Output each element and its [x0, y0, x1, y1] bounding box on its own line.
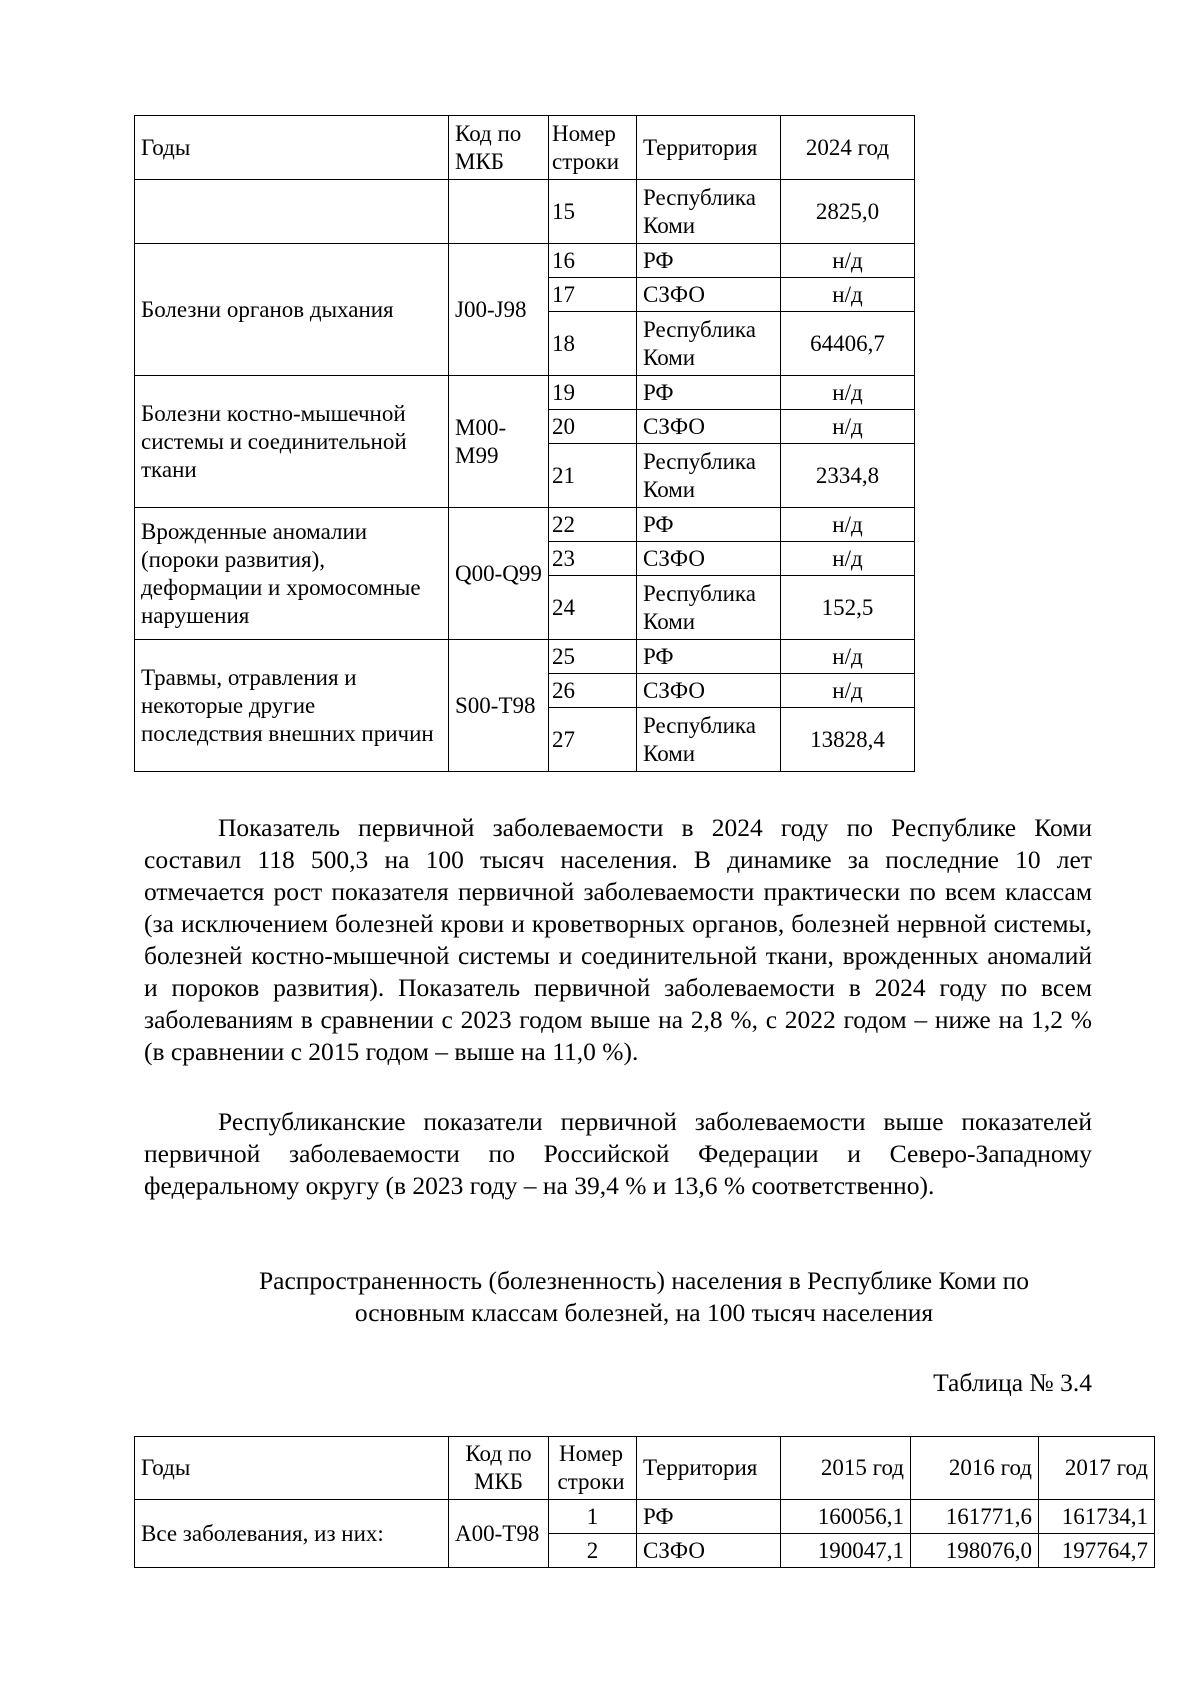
territory: РФ: [637, 640, 781, 674]
paragraph-republic-comparison: Республиканские показатели первичной заболеваемости выше показателей первичной заболеваемости по Российской Федерации и Северо-Западному федеральному округу (в 2023 году – на 39,4 % и 13,6 % соответственно).: [144, 1107, 1092, 1200]
value-2024: н/д: [781, 542, 915, 576]
group-name: Болезни костно-мышечной системы и соединительной ткани: [135, 376, 449, 508]
row-number: 26: [549, 674, 637, 708]
group-code: A00-T98: [449, 1500, 549, 1568]
row-number: 25: [549, 640, 637, 674]
value-2024: 152,5: [781, 576, 915, 640]
row-number: 24: [549, 576, 637, 640]
header-year-2024: 2024 год: [781, 116, 915, 180]
paragraph-primary-morbidity: Показатель первичной заболеваемости в 2024 году по Республике Коми составил 118 500,3 на 100 тысяч населения. В динамике за последние 10 лет отмечается рост показателя первичной заболеваемости практически по всем классам (за исключением болезней крови и кроветворных органов, болезней нервной системы, болезней костно-мышечной системы и соединительной ткани, врожденных аномалий и пороков развития). Показатель первичной заболеваемости в 2024 году по всем заболеваниям в сравнении с 2023 годом выше на 2,8 %, с 2022 годом – ниже на 1,2 % (в сравнении с 2015 годом – выше на 11,0 %).: [144, 813, 1092, 1066]
header-icd-code: Код по МКБ: [449, 1437, 549, 1500]
header-territory: Территория: [637, 1437, 781, 1500]
group-code: S00-T98: [449, 640, 549, 772]
group-name-empty: [135, 180, 449, 244]
territory: РФ: [637, 508, 781, 542]
table-header-row: [135, 116, 915, 180]
header-years: Годы: [135, 1437, 449, 1500]
territory: Республика Коми: [637, 312, 781, 376]
group-name: Все заболевания, из них:: [135, 1500, 449, 1568]
table-number-label: Таблица № 3.4: [933, 1368, 1092, 1397]
territory: Республика Коми: [637, 708, 781, 772]
territory: СЗФО: [637, 542, 781, 576]
table-row: [135, 1500, 1155, 1534]
caption-line: Распространенность (болезненность) населения в Республике Коми по: [258, 1266, 1030, 1295]
value-2024: н/д: [781, 640, 915, 674]
row-number: 23: [549, 542, 637, 576]
value-2024: 13828,4: [781, 708, 915, 772]
value-2017: 197764,7: [1039, 1534, 1155, 1568]
value-2024: 2334,8: [781, 444, 915, 508]
row-number: 20: [549, 410, 637, 444]
territory: СЗФО: [637, 674, 781, 708]
group-name: Врожденные аномалии (пороки развития), деформации и хромосомные нарушения: [135, 508, 449, 640]
prevalence-table: [134, 1436, 1155, 1568]
value-2016: 198076,0: [911, 1534, 1039, 1568]
group-code: Q00-Q99: [449, 508, 549, 640]
header-year-2017: 2017 год: [1039, 1437, 1155, 1500]
header-row-number: Номер строки: [549, 1437, 637, 1500]
territory: РФ: [637, 1500, 781, 1534]
header-years: Годы: [135, 116, 449, 180]
table-header-row: [135, 1437, 1155, 1500]
row-number: 1: [549, 1500, 637, 1534]
value-2024: н/д: [781, 278, 915, 312]
row-number: 16: [549, 244, 637, 278]
header-territory: Территория: [637, 116, 781, 180]
header-year-2015: 2015 год: [781, 1437, 911, 1500]
row-number: 27: [549, 708, 637, 772]
table-row: [135, 640, 915, 674]
value-2016: 161771,6: [911, 1500, 1039, 1534]
header-year-2016: 2016 год: [911, 1437, 1039, 1500]
header-icd-code: Код по МКБ: [449, 116, 549, 180]
table-row: [135, 376, 915, 410]
territory: СЗФО: [637, 278, 781, 312]
value-2024: н/д: [781, 376, 915, 410]
caption-line: основным классам болезней, на 100 тысяч населения: [354, 1298, 934, 1327]
value-2024: н/д: [781, 244, 915, 278]
morbidity-table-2024: [134, 115, 915, 772]
value-2024: н/д: [781, 410, 915, 444]
table-row: [135, 180, 915, 244]
row-number: 18: [549, 312, 637, 376]
territory: СЗФО: [637, 410, 781, 444]
header-row-number: Номер строки: [549, 116, 637, 180]
value-2015: 190047,1: [781, 1534, 911, 1568]
group-name: Травмы, отравления и некоторые другие последствия внешних причин: [135, 640, 449, 772]
group-code-empty: [449, 180, 549, 244]
row-number: 21: [549, 444, 637, 508]
row-number: 2: [549, 1534, 637, 1568]
row-number: 19: [549, 376, 637, 410]
territory: Республика Коми: [637, 444, 781, 508]
table-caption: [134, 1265, 1154, 1329]
table-row: [135, 508, 915, 542]
table-row: [135, 244, 915, 278]
value-2024: 64406,7: [781, 312, 915, 376]
territory: РФ: [637, 376, 781, 410]
group-code: M00-M99: [449, 376, 549, 508]
value-2024: н/д: [781, 508, 915, 542]
territory: Республика Коми: [637, 576, 781, 640]
group-code: J00-J98: [449, 244, 549, 376]
value-2015: 160056,1: [781, 1500, 911, 1534]
row-number: 17: [549, 278, 637, 312]
territory: Республика Коми: [637, 180, 781, 244]
value-2017: 161734,1: [1039, 1500, 1155, 1534]
row-number: 22: [549, 508, 637, 542]
row-number: 15: [549, 180, 637, 244]
territory: РФ: [637, 244, 781, 278]
value-2024: 2825,0: [781, 180, 915, 244]
value-2024: н/д: [781, 674, 915, 708]
territory: СЗФО: [637, 1534, 781, 1568]
group-name: Болезни органов дыхания: [135, 244, 449, 376]
